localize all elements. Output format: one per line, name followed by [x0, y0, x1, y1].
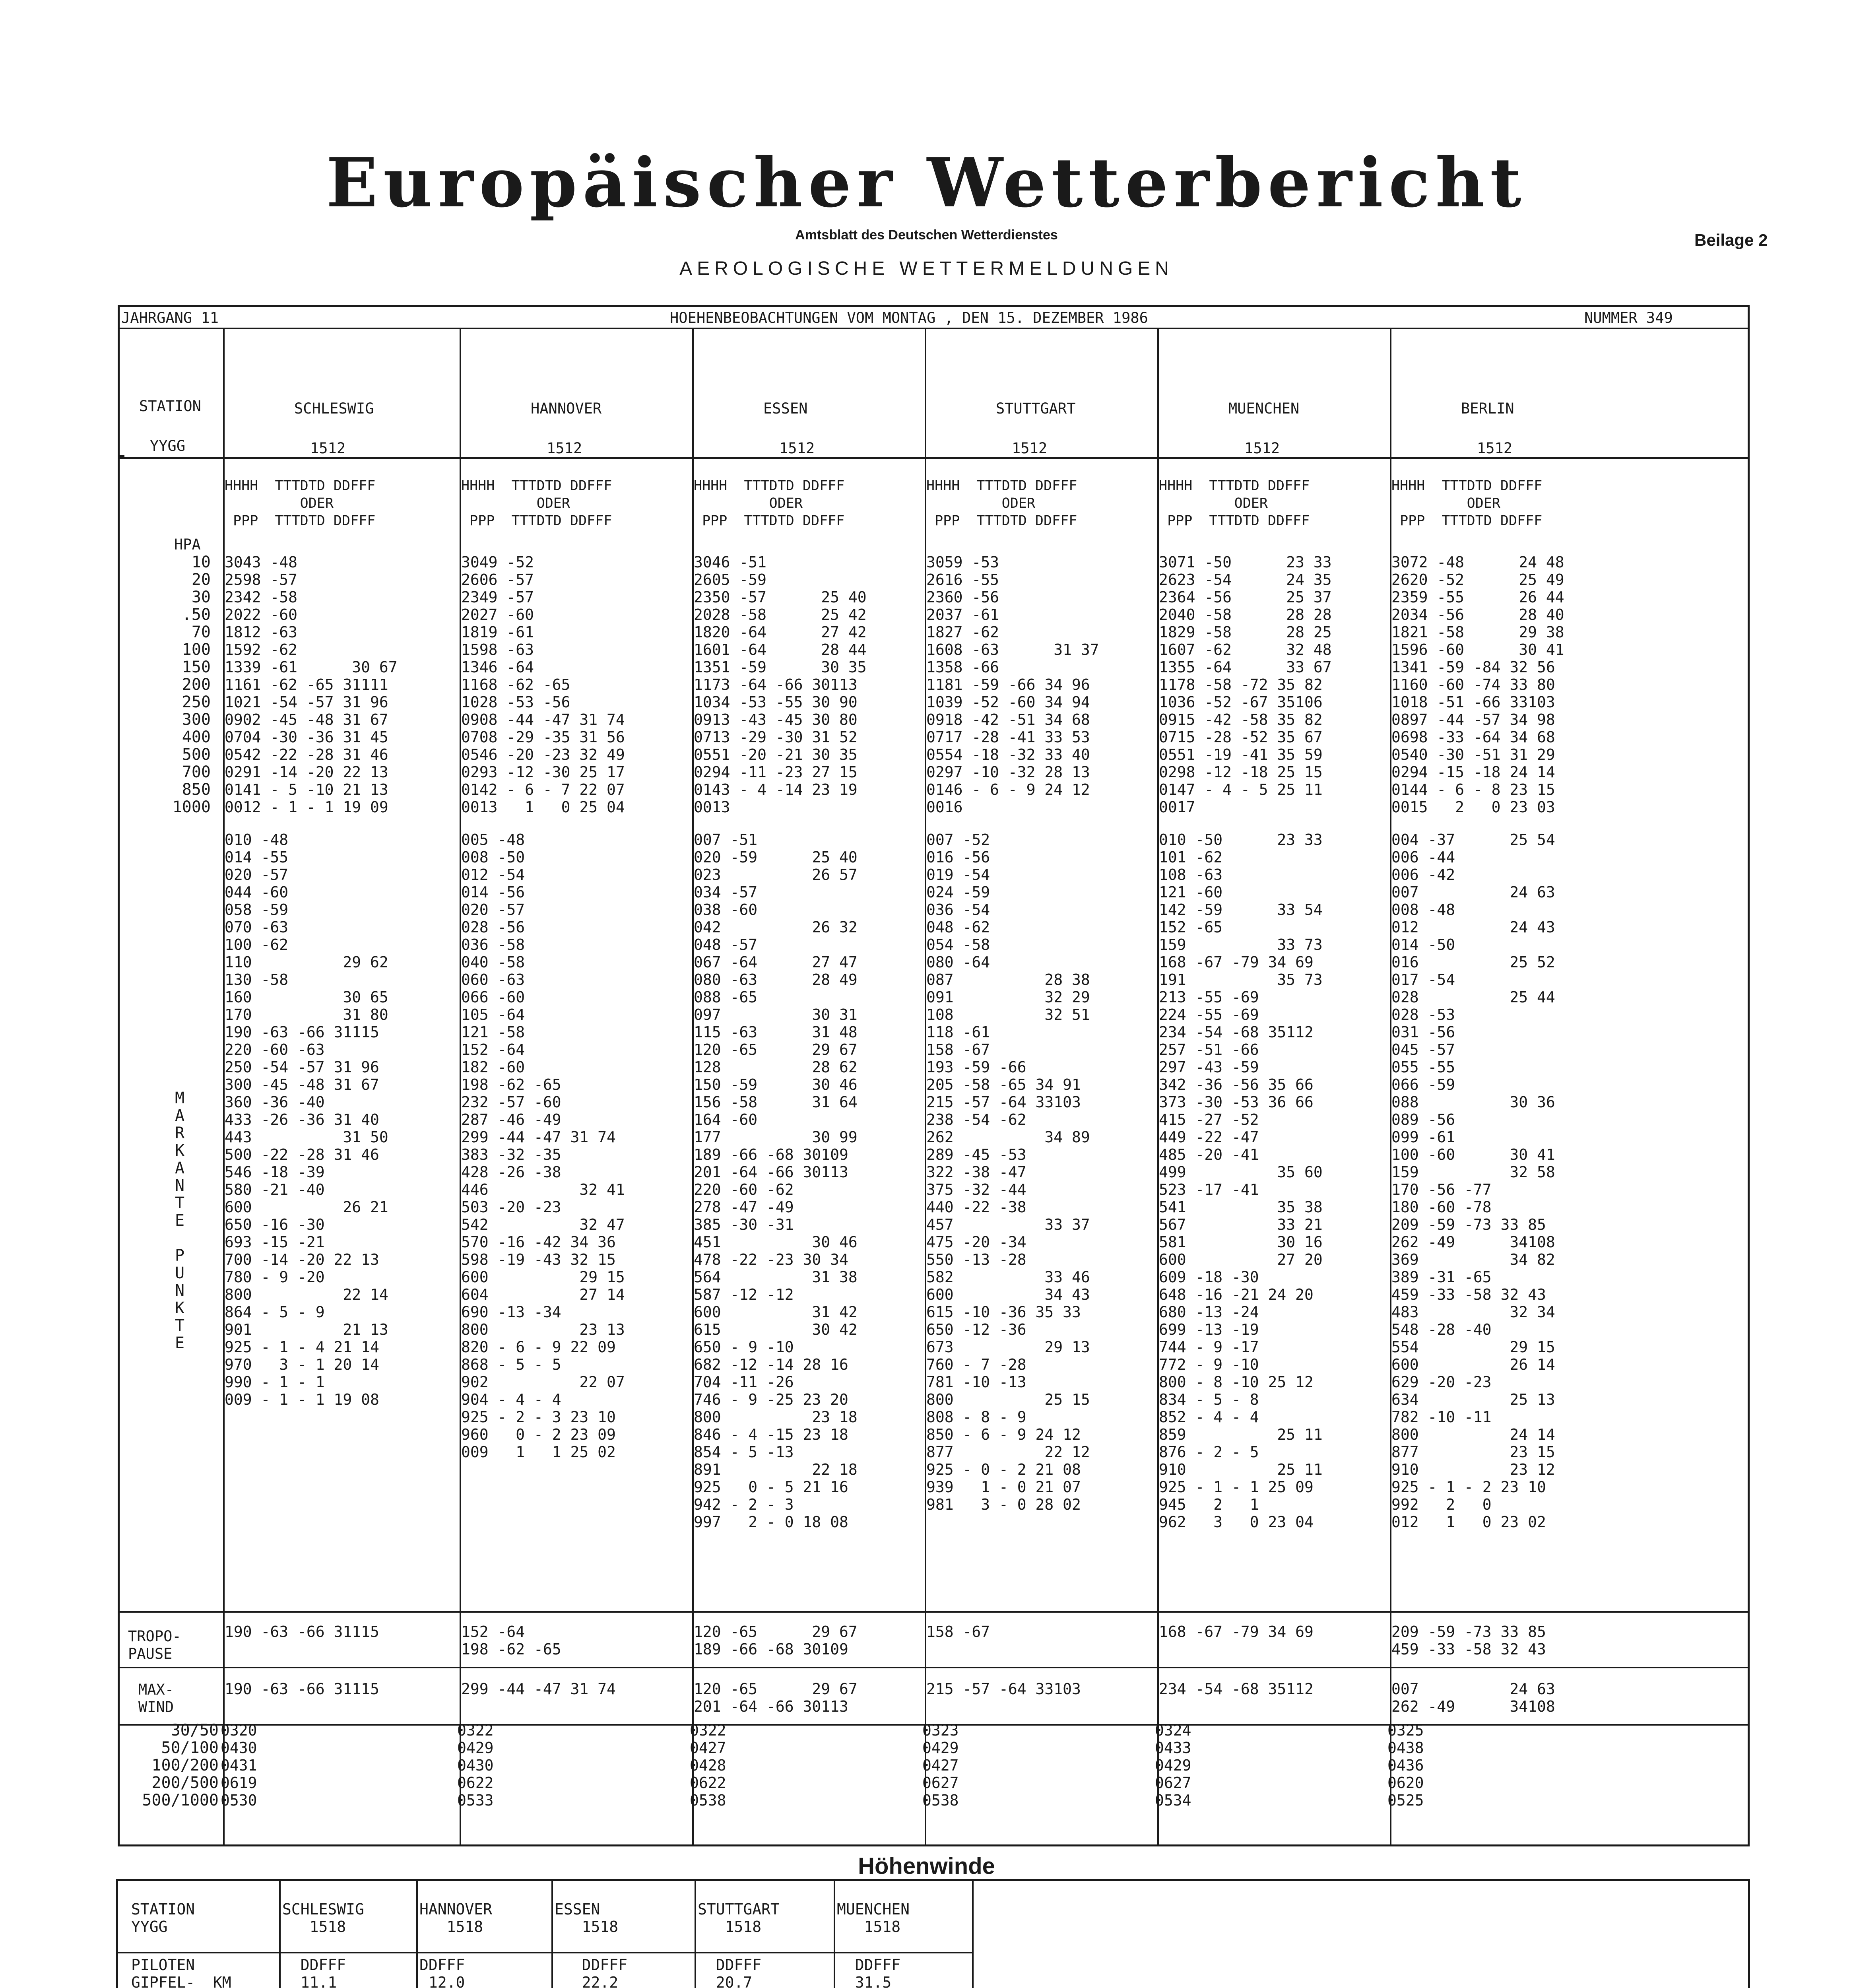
station-yygg: 1512: [779, 440, 815, 457]
hw-pilot-values: DDFFF 31.5: [855, 1956, 901, 1988]
maxwind-values: 007 24 63 262 -49 34108: [1391, 1680, 1555, 1715]
maxwind-values: 190 -63 -66 31115: [225, 1680, 379, 1698]
thickness-values: 0320 0430 0431 0619 0530: [221, 1722, 257, 1809]
thickness-values: 0322 0427 0428 0622 0538: [690, 1722, 726, 1809]
hw-pilot-values: DDFFF 11.1: [300, 1956, 346, 1988]
yygg-label: YYGG: [150, 437, 186, 454]
maxwind-values: 234 -54 -68 35112: [1159, 1680, 1314, 1698]
station-yygg: 1512: [1477, 440, 1513, 457]
significant-points: 007 -52 016 -56 019 -54 024 -59 036 -54 048 -62 054 -58 080 -64 087 28 38 091 32 29 108 32 51 118 -61 158 -67 193 -59 -66 205 -58 -65 34 91 215 -57 -64 33103 238 -54 -62 262 34 89 289 -45 -53 322 -38 -47 375 -32 -44 440 -22 -38 457 33 37 475 -20 -34 550 -13 -28 582 33 46 600 34 43 615 -10 -36 35 33 650 -12 -36 673 29 13 760 - 7 -28 781 -10 -13 800 25 15 808 - 8 - 9 850 - 6 - 9 24 12 877 22 12 925 - 0 - 2 21 08 939 1 - 0 21 07 981 3 - 0 28 02: [926, 831, 1090, 1513]
significant-points: 007 -51 020 -59 25 40 023 26 57 034 -57 038 -60 042 26 32 048 -57 067 -64 27 47 080 -63 28 49 088 -65 097 30 31 115 -63 31 48 120 -65 29 67 128 28 62 150 -59 30 46 156 -58 31 64 164 -60 177 30 99 189 -66 -68 30109 201 -64 -66 30113 220 -60 -62 278 -47 -49 385 -30 -31 451 30 46 478 -22 -23 30 34 564 31 38 587 -12 -12 600 31 42 615 30 42 650 - 9 -10 682 -12 -14 28 16 704 -11 -26 746 - 9 -25 23 20 800 23 18 846 - 4 -15 23 18 854 - 5 -13 891 22 18 925 0 - 5 21 16 942 - 2 - 3 997 2 - 0 18 08: [694, 831, 858, 1531]
station-name: SCHLESWIG: [294, 400, 374, 417]
standard-levels: 3059 -53 2616 -55 2360 -56 2037 -61 1827 -62 1608 -63 31 37 1358 -66 1181 -59 -66 34 96 1039 -52 -60 34 94 0918 -42 -51 34 68 0717 -28 -41 33 53 0554 -18 -32 33 40 0297 -10 -32 28 13 0146 - 6 - 9 24 12 0016: [926, 553, 1099, 816]
tropopause-values: 158 -67: [926, 1623, 990, 1640]
header-divider: [120, 328, 1748, 329]
tropopause-label: TROPO- PAUSE: [128, 1628, 181, 1662]
station-column-header: HHHH TTTDTD DDFFF ODER PPP TTTDTD DDFFF: [926, 478, 1077, 529]
maxwind-values: 120 -65 29 67 201 -64 -66 30113: [694, 1680, 858, 1715]
station-column-header: HHHH TTTDTD DDFFF ODER PPP TTTDTD DDFFF: [694, 478, 845, 529]
page-title: Europäischer Wetterbericht: [326, 143, 1527, 223]
station-column-header: HHHH TTTDTD DDFFF ODER PPP TTTDTD DDFFF: [1391, 478, 1543, 529]
maxwind-values: 299 -44 -47 31 74: [461, 1680, 616, 1698]
standard-levels: 3071 -50 23 33 2623 -54 24 35 2364 -56 25 37 2040 -58 28 28 1829 -58 28 25 1607 -62 32 48 1355 -64 33 67 1178 -58 -72 35 82 1036 -52 -67 35106 0915 -42 -58 35 82 0715 -28 -52 35 67 0551 -19 -41 35 59 0298 -12 -18 25 15 0147 - 4 - 5 25 11 0017: [1159, 553, 1332, 816]
beilage-label: Beilage 2: [1694, 231, 1768, 249]
tropopause-values: 120 -65 29 67 189 -66 -68 30109: [694, 1623, 858, 1658]
station-yygg: 1512: [1244, 440, 1280, 457]
standard-levels: 3049 -52 2606 -57 2349 -57 2027 -60 1819 -61 1598 -63 1346 -64 1168 -62 -65 1028 -53 -56 0908 -44 -47 31 74 0708 -29 -35 31 56 0546 -20 -23 32 49 0293 -12 -30 25 17 0142 - 6 - 7 22 07 0013 1 0 25 04: [461, 553, 625, 816]
standard-levels: 3043 -48 2598 -57 2342 -58 2022 -60 1812 -63 1592 -62 1339 -61 30 67 1161 -62 -65 31111 1021 -54 -57 31 96 0902 -45 -48 31 67 0704 -30 -36 31 45 0542 -22 -28 31 46 0291 -14 -20 22 13 0141 - 5 -10 21 13 0012 - 1 - 1 19 09: [225, 553, 398, 816]
hw-station-name: HANNOVER 1518: [419, 1901, 493, 1936]
station-name: HANNOVER: [531, 400, 602, 417]
hw-pilot-values: DDFFF 12.0: [419, 1956, 465, 1988]
hw-station-name: SCHLESWIG 1518: [282, 1901, 364, 1936]
jahrgang-label: JAHRGANG 11: [121, 309, 219, 326]
station-name: BERLIN: [1461, 400, 1514, 417]
markante-punkte-label: M A R K A N T E P U N K T E: [175, 1089, 185, 1352]
significant-points: 004 -37 25 54 006 -44 006 -42 007 24 63 008 -48 012 24 43 014 -50 016 25 52 017 -54 028 25 44 028 -53 031 -56 045 -57 055 -55 066 -59 088 30 36 089 -56 099 -61 100 -60 30 41 159 32 58 170 -56 -77 180 -60 -78 209 -59 -73 33 85 262 -49 34108 369 34 82 389 -31 -65 459 -33 -58 32 43 483 32 34 548 -28 -40 554 29 15 600 26 14 629 -20 -23 634 25 13 782 -10 -11 800 24 14 877 23 15 910 23 12 925 - 1 - 2 23 10 992 2 0 012 1 0 23 02: [1391, 831, 1555, 1531]
station-column-header: HHHH TTTDTD DDFFF ODER PPP TTTDTD DDFFF: [461, 478, 612, 529]
significant-points: 010 -50 23 33 101 -62 108 -63 121 -60 142 -59 33 54 152 -65 159 33 73 168 -67 -79 34 69 191 35 73 213 -55 -69 224 -55 -69 234 -54 -68 35112 257 -51 -66 297 -43 -59 342 -36 -56 35 66 373 -30 -53 36 66 415 -27 -52 449 -22 -47 485 -20 -41 499 35 60 523 -17 -41 541 35 38 567 33 21 581 30 16 600 27 20 609 -18 -30 648 -16 -21 24 20 680 -13 -24 699 -13 -19 744 - 9 -17 772 - 9 -10 800 - 8 -10 25 12 834 - 5 - 8 852 - 4 - 4 859 25 11 876 - 2 - 5 910 25 11 925 - 1 - 1 25 09 945 2 1 962 3 0 23 04: [1159, 831, 1323, 1531]
tropopause-values: 152 -64 198 -62 -65: [461, 1623, 561, 1658]
station-name: MUENCHEN: [1228, 400, 1300, 417]
maxwind-values: 215 -57 -64 33103: [926, 1680, 1081, 1698]
hw-station-name: ESSEN 1518: [555, 1901, 619, 1936]
station-name: ESSEN: [763, 400, 808, 417]
tropopause-values: 168 -67 -79 34 69: [1159, 1623, 1314, 1640]
hw-station-name: STUTTGART 1518: [698, 1901, 780, 1936]
observation-label: HOEHENBEOBACHTUNGEN VOM MONTAG , DEN 15. DEZEMBER 1986: [670, 309, 1148, 326]
section-title: AEROLOGISCHE WETTERMELDUNGEN: [679, 258, 1174, 279]
thickness-values: 0325 0438 0436 0620 0525: [1387, 1722, 1424, 1809]
tropopause-values: 209 -59 -73 33 85 459 -33 -58 32 43: [1391, 1623, 1546, 1658]
hw-pilot-values: DDFFF 22.2: [582, 1956, 628, 1988]
thickness-values: 0323 0429 0427 0627 0538: [922, 1722, 959, 1809]
page-subtitle: Amtsblatt des Deutschen Wetterdienstes: [795, 227, 1058, 243]
thickness-values: 0322 0429 0430 0622 0533: [457, 1722, 494, 1809]
hw-station-name: MUENCHEN 1518: [837, 1901, 910, 1936]
tropopause-values: 190 -63 -66 31115: [225, 1623, 379, 1640]
station-name: STUTTGART: [996, 400, 1076, 417]
station-column-header: HHHH TTTDTD DDFFF ODER PPP TTTDTD DDFFF: [225, 478, 376, 529]
station-label: STATION: [139, 398, 201, 415]
thickness-values: 0324 0433 0429 0627 0534: [1155, 1722, 1191, 1809]
nummer-label: NUMMER 349: [1584, 309, 1673, 326]
station-column-header: HHHH TTTDTD DDFFF ODER PPP TTTDTD DDFFF: [1159, 478, 1310, 529]
significant-points: 005 -48 008 -50 012 -54 014 -56 020 -57 028 -56 036 -58 040 -58 060 -63 066 -60 105 -64 121 -58 152 -64 182 -60 198 -62 -65 232 -57 -60 287 -46 -49 299 -44 -47 31 74 383 -32 -35 428 -26 -38 446 32 41 503 -20 -23 542 32 47 570 -16 -42 34 36 598 -19 -43 32 15 600 29 15 604 27 14 690 -13 -34 800 23 13 820 - 6 - 9 22 09 868 - 5 - 5 902 22 07 904 - 4 - 4 925 - 2 - 3 23 10 960 0 - 2 23 09 009 1 1 25 02: [461, 831, 625, 1461]
thickness-labels: 30/50 50/100 100/200 200/500 500/1000: [142, 1721, 219, 1809]
pressure-levels: 10 20 30 .50 70 100 150 200 250 300 400 500 700 850 1000: [172, 553, 211, 816]
significant-points: 010 -48 014 -55 020 -57 044 -60 058 -59 070 -63 100 -62 110 29 62 130 -58 160 30 65 170 31 80 190 -63 -66 31115 220 -60 -63 250 -54 -57 31 96 300 -45 -48 31 67 360 -36 -40 433 -26 -36 31 40 443 31 50 500 -22 -28 31 46 546 -18 -39 580 -21 -40 600 26 21 650 -16 -30 693 -15 -21 700 -14 -20 22 13 780 - 9 -20 800 22 14 864 - 5 - 9 901 21 13 925 - 1 - 4 21 14 970 3 - 1 20 14 990 - 1 - 1 009 - 1 - 1 19 08: [225, 831, 388, 1408]
hw-piloten-label: PILOTEN GIPFEL- KM: [131, 1956, 231, 1988]
standard-levels: 3072 -48 24 48 2620 -52 25 49 2359 -55 26 44 2034 -56 28 40 1821 -58 29 38 1596 -60 30 41 1341 -59 -84 32 56 1160 -60 -74 33 80 1018 -51 -66 33103 0897 -44 -57 34 98 0698 -33 -64 34 68 0540 -30 -51 31 29 0294 -15 -18 24 14 0144 - 6 - 8 23 15 0015 2 0 23 03: [1391, 553, 1564, 816]
hpa-label: HPA: [174, 536, 201, 553]
station-yygg: 1512: [310, 440, 346, 457]
hw-station-label: STATION YYGG: [131, 1901, 195, 1936]
hoehenwinde-title: Höhenwinde: [858, 1853, 995, 1879]
station-yygg: 1512: [1012, 440, 1048, 457]
station-yygg: 1512: [547, 440, 582, 457]
standard-levels: 3046 -51 2605 -59 2350 -57 25 40 2028 -58 25 42 1820 -64 27 42 1601 -64 28 44 1351 -59 30 35 1173 -64 -66 30113 1034 -53 -55 30 90 0913 -43 -45 30 80 0713 -29 -30 31 52 0551 -20 -21 30 35 0294 -11 -23 27 15 0143 - 4 -14 23 19 0013: [694, 553, 867, 816]
maxwind-label: MAX- WIND: [138, 1681, 174, 1716]
hw-pilot-values: DDFFF 20.7: [716, 1956, 762, 1988]
